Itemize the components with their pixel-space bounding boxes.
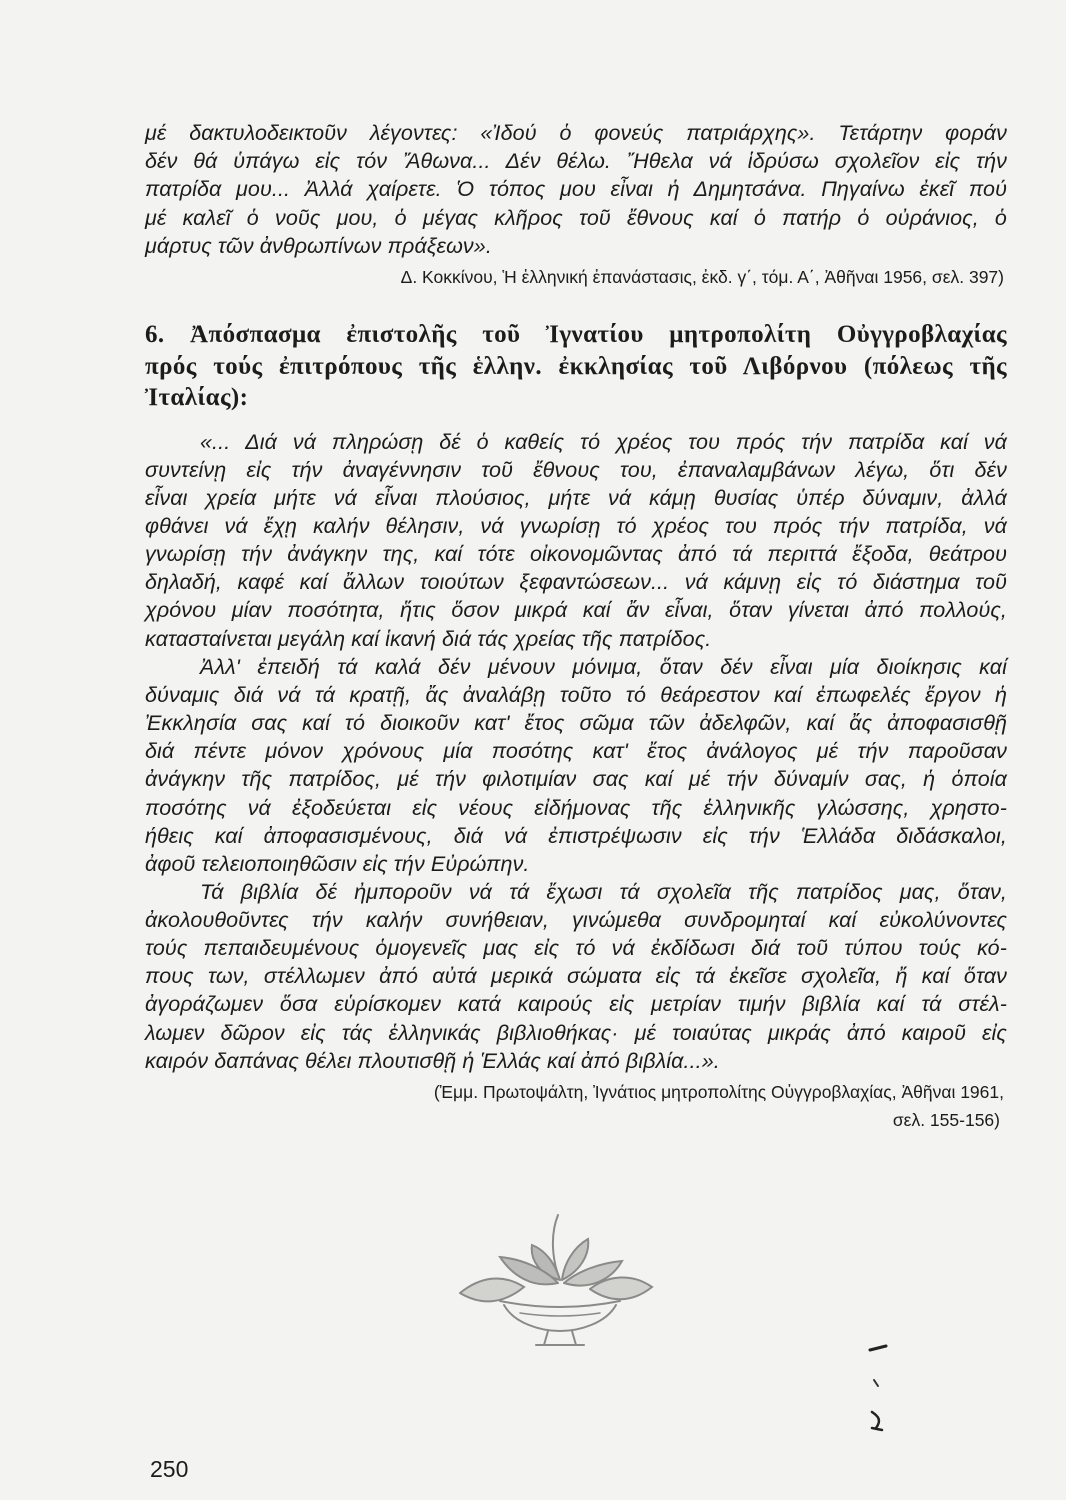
section-heading: πρός τούς ἐπιτρόπους τῆς ἑλλην. ἐκκλησίας τοῦ Λιβόρνου (πόλεως τῆς [145,353,1007,380]
paragraph-line: Ἀλλ' ἐπειδή τά καλά δέν μένουν μόνιμα, ὅταν δέν εἶναι μία διοίκησις καί [200,655,1007,679]
closing-citation: σελ. 155-156) [892,1110,1000,1130]
paragraph-line: γνωρίσῃ τήν ἀνάγκην της, καί τότε οἰκονομῶντας ἀπό τά περιττά ἔξοδα, θεάτρου [145,542,1007,566]
paragraph-line: ἀγοράζωμεν ὅσα εὑρίσκομεν κατά καιρούς εἰς μετρίαν τιμήν βιβλία καί τά στέλ- [145,992,1007,1016]
paragraph-line: «... Διά νά πληρώσῃ δέ ὁ καθείς τό χρέος του πρός τήν πατρίδα καί νά [200,430,1007,454]
paragraph-line: εἶναι χρεία μήτε νά εἶναι πλούσιος, μήτε νά κάμῃ θυσίας ὑπέρ δύναμιν, ἀλλά [145,486,1007,510]
paragraph-line: διά πέντε μόνον χρόνους μία ποσότης κατ' ἔτος ἀνάλογος μέ τήν παροῦσαν [145,739,1007,763]
intro-citation: Δ. Κοκκίνου, Ἡ ἑλληνική ἐπανάστασις, ἐκδ. γ΄, τόμ. Α΄, Ἀθῆναι 1956, σελ. 397) [400,267,1004,287]
paragraph-line: ἀφοῦ τελειοποιηθῶσιν εἰς τήν Εὐρώπην. [145,852,530,876]
paragraph-line: ἀνάγκην τῆς πατρίδος, μέ τήν φιλοτιμίαν σας καί μέ τήν δύναμίν σας, ἡ ὁποία [145,767,1007,791]
section-heading: Ἰταλίας): [145,384,249,411]
paragraph-line: συντείνῃ εἰς τήν ἀναγέννησιν τοῦ ἔθνους του, ἐπαναλαμβάνων λέγω, ὅτι δέν [145,458,1007,482]
paragraph-line: δηλαδή, καφέ καί ἄλλων τοιούτων ξεφαντώσεων... νά κάμνῃ εἰς τό διάστημα τοῦ [145,570,1007,594]
paragraph-line: ἀκολουθοῦντες τήν καλήν συνήθειαν, γινώμεθα συνδρομηταί καί εὐκολύνοντες [145,908,1007,932]
paragraph-line: Τά βιβλία δέ ἠμποροῦν νά τά ἔχωσι τά σχολεῖα τῆς πατρίδος μας, ὅταν, [200,880,1007,904]
intro-line: δέν θά ὑπάγω εἰς τόν Ἄθωνα... Δέν θέλω. Ἤθελα νά ἱδρύσω σχολεῖον εἰς τήν [145,149,1007,173]
paragraph-line: φθάνει νά ἔχῃ καλήν θέλησιν, νά γνωρίσῃ τό χρέος του πρός τήν πατρίδα, νά [145,514,1007,538]
paragraph-line: πους των, στέλλωμεν ἀπό αὐτά μερικά σώματα εἰς τά ἐκεῖσε σχολεῖα, ἤ καί ὅταν [145,964,1007,988]
intro-line: μέ δακτυλοδεικτοῦν λέγοντες: «Ἰδού ὁ φονεύς πατριάρχης». Τετάρτην φοράν [145,121,1007,145]
intro-line: πατρίδα μου... Ἀλλά χαίρετε. Ὁ τόπος μου εἶναι ἡ Δημητσάνα. Πηγαίνω ἐκεῖ πού [145,177,1007,201]
paragraph-line: δύναμις διά νά τά κρατῇ, ἄς ἀναλάβῃ τοῦτο τό θεάρεστον καί ἐπωφελές ἔργον ἡ [145,683,1007,707]
paragraph-line: Ἐκκλησία σας καί τό διοικοῦν κατ' ἔτος σῶμα τῶν ἀδελφῶν, καί ἄς ἀποφασισθῇ [145,711,1007,735]
section-heading: 6. Ἀπόσπασμα ἐπιστολῆς τοῦ Ἰγνατίου μητροπολίτη Οὐγγροβλαχίας [145,321,1007,348]
intro-line: μέ καλεῖ ὁ νοῦς μου, ὁ μέγας κλῆρος τοῦ ἔθνους καί ὁ πατήρ ὁ οὐράνιος, ὁ [145,206,1007,230]
paragraph-line: κατασταίνεται μεγάλη καί ἱκανή διά τάς χρείας τῆς πατρίδος. [145,627,712,651]
intro-line: μάρτυς τῶν ἀνθρωπίνων πράξεων». [145,234,492,258]
paragraph-line: λωμεν δῶρον εἰς τάς ἑλληνικάς βιβλιοθήκας· μέ τοιαύτας μικράς ἀπό καιροῦ εἰς [145,1021,1007,1045]
paragraph-line: καιρόν δαπάνας θέλει πλουτισθῇ ἡ Ἑλλάς καί ἀπό βιβλία...». [145,1049,720,1073]
margin-marks-icon [860,1320,900,1440]
paragraph-line: χρόνου μίαν ποσότητα, ἥτις ὅσον μικρά καί ἄν εἶναι, ὅταν γίνεται ἀπό πολλούς, [145,598,1007,622]
paragraph-line: ήθεις καί ἀποφασισμένους, διά νά ἐπιστρέψωσιν εἰς τήν Ἑλλάδα διδάσκαλοι, [145,824,1007,848]
page-number: 250 [150,1456,189,1482]
paragraph-line: ποσότης νά ἐξοδεύεται εἰς νέους εἰδήμονας τῆς ἑλληνικῆς γλώσσης, χρηστο- [145,796,1007,820]
closing-citation: (Ἐμμ. Πρωτοψάλτη, Ἰγνάτιος μητροπολίτης Οὐγγροβλαχίας, Ἀθῆναι 1961, [433,1082,1004,1102]
paragraph-line: τούς πεπαιδευμένους ὁμογενεῖς μας εἰς τό νά ἐκδίδωσι διά τοῦ τύπου τούς κό- [145,936,1007,960]
plant-ornament-icon [440,1205,670,1355]
